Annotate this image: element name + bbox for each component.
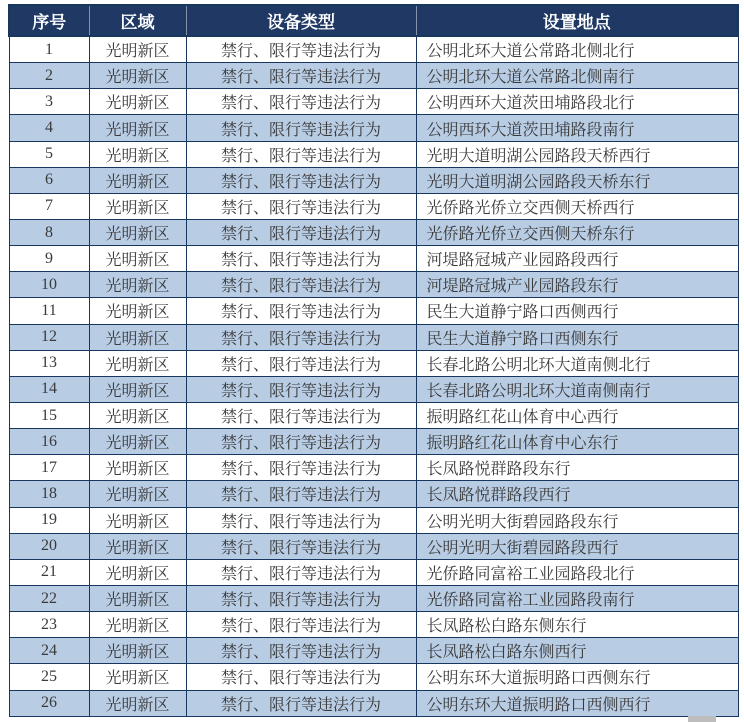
cell-device_type: 禁行、限行等违法行为 <box>186 63 416 89</box>
cell-region: 光明新区 <box>89 585 186 611</box>
cell-device_type: 禁行、限行等违法行为 <box>186 559 416 585</box>
cell-index: 17 <box>9 455 89 481</box>
table-row <box>9 350 738 376</box>
cell-region: 光明新区 <box>89 481 186 507</box>
cell-device_type: 禁行、限行等违法行为 <box>186 141 416 167</box>
cell-region: 光明新区 <box>89 690 186 716</box>
cell-location: 公明西环大道茨田埔路段北行 <box>416 89 738 115</box>
cell-index: 25 <box>9 664 89 690</box>
cell-location: 光明大道明湖公园路段天桥西行 <box>416 141 738 167</box>
cell-index: 7 <box>9 193 89 219</box>
cell-device_type: 禁行、限行等违法行为 <box>186 429 416 455</box>
table-row <box>9 690 738 716</box>
cell-device_type: 禁行、限行等违法行为 <box>186 376 416 402</box>
cell-device_type: 禁行、限行等违法行为 <box>186 272 416 298</box>
cell-region: 光明新区 <box>89 376 186 402</box>
cell-region: 光明新区 <box>89 298 186 324</box>
cell-region: 光明新区 <box>89 246 186 272</box>
cell-location: 公明东环大道振明路口西侧东行 <box>416 664 738 690</box>
cell-index: 8 <box>9 220 89 246</box>
cell-region: 光明新区 <box>89 272 186 298</box>
cell-index: 5 <box>9 141 89 167</box>
cell-device_type: 禁行、限行等违法行为 <box>186 402 416 428</box>
cell-region: 光明新区 <box>89 638 186 664</box>
header-region: 区域 <box>89 5 186 36</box>
cell-device_type: 禁行、限行等违法行为 <box>186 298 416 324</box>
cell-index: 14 <box>9 376 89 402</box>
cell-device_type: 禁行、限行等违法行为 <box>186 612 416 638</box>
cell-location: 公明光明大街碧园路段东行 <box>416 507 738 533</box>
table-row <box>9 220 738 246</box>
table-row <box>9 89 738 115</box>
cell-region: 光明新区 <box>89 612 186 638</box>
header-index: 序号 <box>9 5 89 36</box>
cell-location: 长凤路悦群路段东行 <box>416 455 738 481</box>
cell-index: 6 <box>9 167 89 193</box>
table-row <box>9 533 738 559</box>
cell-region: 光明新区 <box>89 455 186 481</box>
cell-location: 光侨路光侨立交西侧天桥西行 <box>416 193 738 219</box>
cell-region: 光明新区 <box>89 559 186 585</box>
cell-device_type: 禁行、限行等违法行为 <box>186 585 416 611</box>
cell-index: 4 <box>9 115 89 141</box>
cell-device_type: 禁行、限行等违法行为 <box>186 115 416 141</box>
cell-device_type: 禁行、限行等违法行为 <box>186 89 416 115</box>
cell-device_type: 禁行、限行等违法行为 <box>186 324 416 350</box>
cell-index: 18 <box>9 481 89 507</box>
cell-location: 光侨路同富裕工业园路段北行 <box>416 559 738 585</box>
table-row <box>9 36 738 63</box>
cell-device_type: 禁行、限行等违法行为 <box>186 481 416 507</box>
cell-location: 河堤路冠城产业园路段西行 <box>416 246 738 272</box>
cell-region: 光明新区 <box>89 533 186 559</box>
cell-location: 长凤路松白路东侧东行 <box>416 612 738 638</box>
cell-location: 公明北环大道公常路北侧南行 <box>416 63 738 89</box>
table-row <box>9 507 738 533</box>
cell-region: 光明新区 <box>89 115 186 141</box>
cell-region: 光明新区 <box>89 664 186 690</box>
table-row <box>9 612 738 638</box>
cell-index: 26 <box>9 690 89 716</box>
cell-index: 15 <box>9 402 89 428</box>
cell-device_type: 禁行、限行等违法行为 <box>186 664 416 690</box>
cell-location: 公明东环大道振明路口西侧西行 <box>416 690 738 716</box>
cell-location: 光侨路光侨立交西侧天桥东行 <box>416 220 738 246</box>
table-row <box>9 272 738 298</box>
cell-location: 民生大道静宁路口西侧西行 <box>416 298 738 324</box>
cell-location: 公明光明大街碧园路段西行 <box>416 533 738 559</box>
cell-device_type: 禁行、限行等违法行为 <box>186 455 416 481</box>
table-row <box>9 376 738 402</box>
cell-index: 20 <box>9 533 89 559</box>
cell-index: 19 <box>9 507 89 533</box>
cell-index: 22 <box>9 585 89 611</box>
cell-device_type: 禁行、限行等违法行为 <box>186 533 416 559</box>
cell-index: 24 <box>9 638 89 664</box>
table-row <box>9 638 738 664</box>
cell-device_type: 禁行、限行等违法行为 <box>186 350 416 376</box>
cell-index: 2 <box>9 63 89 89</box>
cell-region: 光明新区 <box>89 193 186 219</box>
device-location-table <box>8 4 739 717</box>
cell-location: 公明北环大道公常路北侧北行 <box>416 36 738 63</box>
cell-region: 光明新区 <box>89 63 186 89</box>
cell-location: 振明路红花山体育中心东行 <box>416 429 738 455</box>
table-row <box>9 193 738 219</box>
cell-location: 光明大道明湖公园路段天桥东行 <box>416 167 738 193</box>
table-row <box>9 246 738 272</box>
cell-region: 光明新区 <box>89 402 186 428</box>
cell-region: 光明新区 <box>89 507 186 533</box>
header-row <box>9 5 738 36</box>
cell-device_type: 禁行、限行等违法行为 <box>186 36 416 63</box>
cell-index: 12 <box>9 324 89 350</box>
cell-location: 长凤路悦群路段西行 <box>416 481 738 507</box>
cell-index: 16 <box>9 429 89 455</box>
cell-index: 11 <box>9 298 89 324</box>
cell-device_type: 禁行、限行等违法行为 <box>186 246 416 272</box>
cell-location: 长春北路公明北环大道南侧南行 <box>416 376 738 402</box>
table-row <box>9 559 738 585</box>
table-row <box>9 115 738 141</box>
header-location: 设置地点 <box>416 5 738 36</box>
table-row <box>9 298 738 324</box>
cell-location: 长春北路公明北环大道南侧北行 <box>416 350 738 376</box>
cell-index: 9 <box>9 246 89 272</box>
cell-location: 民生大道静宁路口西侧东行 <box>416 324 738 350</box>
table-row <box>9 664 738 690</box>
table-body <box>9 36 738 717</box>
cell-location: 光侨路同富裕工业园路段南行 <box>416 585 738 611</box>
cell-device_type: 禁行、限行等违法行为 <box>186 638 416 664</box>
cell-index: 13 <box>9 350 89 376</box>
cell-region: 光明新区 <box>89 324 186 350</box>
cell-device_type: 禁行、限行等违法行为 <box>186 220 416 246</box>
table-row <box>9 455 738 481</box>
cell-index: 21 <box>9 559 89 585</box>
cell-location: 振明路红花山体育中心西行 <box>416 402 738 428</box>
table-row <box>9 167 738 193</box>
header-device-type: 设备类型 <box>186 5 416 36</box>
cell-device_type: 禁行、限行等违法行为 <box>186 167 416 193</box>
cell-device_type: 禁行、限行等违法行为 <box>186 193 416 219</box>
cell-index: 10 <box>9 272 89 298</box>
cell-region: 光明新区 <box>89 167 186 193</box>
cell-region: 光明新区 <box>89 350 186 376</box>
cell-location: 河堤路冠城产业园路段东行 <box>416 272 738 298</box>
cell-index: 3 <box>9 89 89 115</box>
table-row <box>9 63 738 89</box>
cell-index: 1 <box>9 36 89 63</box>
cell-region: 光明新区 <box>89 36 186 63</box>
table-row <box>9 402 738 428</box>
cell-location: 公明西环大道茨田埔路段南行 <box>416 115 738 141</box>
table-row <box>9 324 738 350</box>
table-row <box>9 429 738 455</box>
cell-index: 23 <box>9 612 89 638</box>
cell-device_type: 禁行、限行等违法行为 <box>186 507 416 533</box>
table-row <box>9 141 738 167</box>
cell-location: 长凤路松白路东侧西行 <box>416 638 738 664</box>
cell-region: 光明新区 <box>89 89 186 115</box>
cell-region: 光明新区 <box>89 220 186 246</box>
cell-region: 光明新区 <box>89 141 186 167</box>
table-row <box>9 585 738 611</box>
table-row <box>9 481 738 507</box>
cell-region: 光明新区 <box>89 429 186 455</box>
cell-device_type: 禁行、限行等违法行为 <box>186 690 416 716</box>
scrollbar-fragment <box>688 716 716 722</box>
